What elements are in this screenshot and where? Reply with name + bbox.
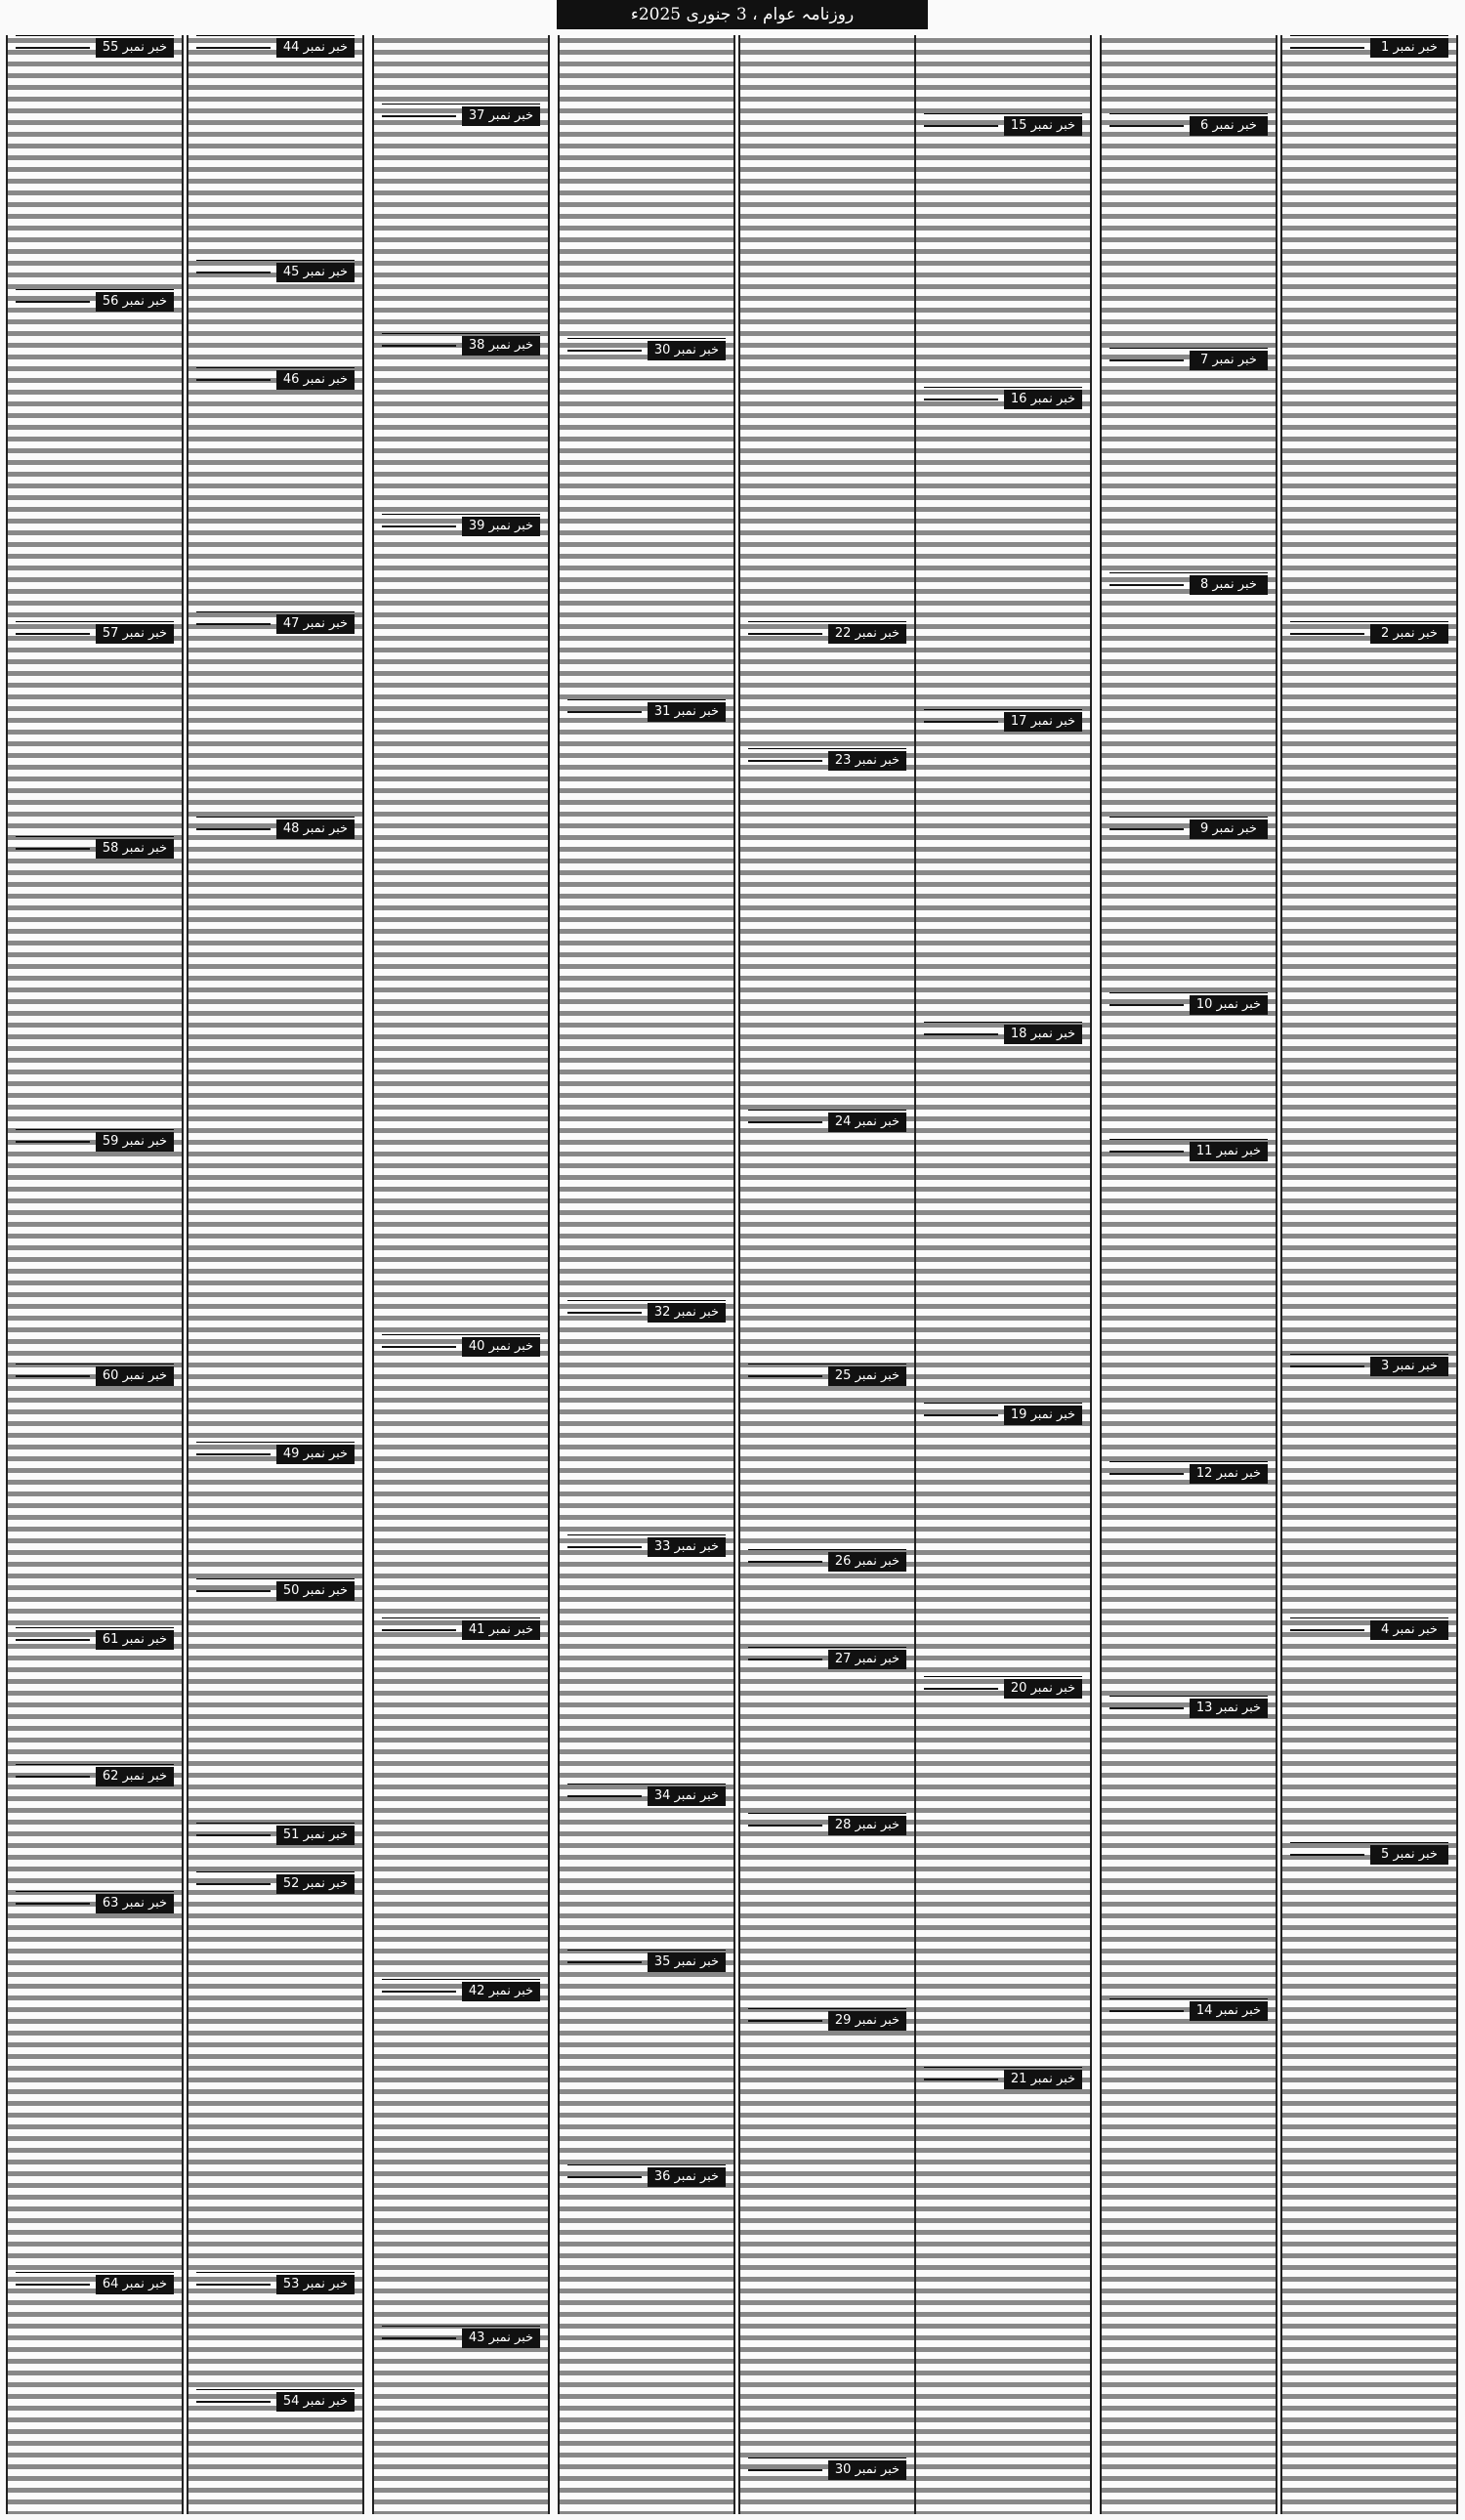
news-item-header xyxy=(748,1647,906,1670)
news-item-header xyxy=(16,836,174,860)
news-number-badge: خبر نمبر 5 xyxy=(1370,1845,1448,1865)
news-number-badge: خبر نمبر 32 xyxy=(648,1303,726,1323)
news-item xyxy=(916,1403,1090,1426)
news-item xyxy=(8,289,182,313)
news-item-header xyxy=(16,621,174,645)
header-rule xyxy=(382,2337,456,2339)
news-item xyxy=(560,1950,733,1973)
news-item-header xyxy=(16,1364,174,1387)
news-number-badge: خبر نمبر 51 xyxy=(276,1826,355,1845)
news-item xyxy=(374,2326,548,2349)
news-item-header xyxy=(382,1979,540,2002)
header-rule xyxy=(1109,584,1184,586)
news-item xyxy=(916,2067,1090,2090)
header-rule xyxy=(924,399,998,400)
masthead-dateline: روزنامہ عوام ، 3 جنوری 2025ء xyxy=(557,0,928,29)
header-rule xyxy=(924,1688,998,1690)
news-number-badge: خبر نمبر 7 xyxy=(1190,351,1268,370)
news-number-badge: خبر نمبر 24 xyxy=(828,1113,906,1132)
header-rule xyxy=(1109,1151,1184,1153)
news-number-badge: خبر نمبر 54 xyxy=(276,2392,355,2412)
news-item-header xyxy=(567,2164,726,2188)
news-item xyxy=(560,2164,733,2188)
news-item xyxy=(8,1627,182,1651)
news-number-badge: خبر نمبر 23 xyxy=(828,751,906,771)
news-number-badge: خبر نمبر 56 xyxy=(96,292,174,312)
news-number-badge: خبر نمبر 31 xyxy=(648,702,726,722)
column-text-body xyxy=(740,35,914,2514)
header-rule xyxy=(196,623,271,625)
column-text-body xyxy=(188,35,362,2514)
header-rule xyxy=(924,1414,998,1416)
header-rule xyxy=(382,1991,456,1993)
news-item-header xyxy=(1290,621,1448,645)
header-rule xyxy=(1109,1004,1184,1006)
header-rule xyxy=(382,1629,456,1631)
news-item xyxy=(740,1813,914,1836)
news-number-badge: خبر نمبر 30 xyxy=(648,341,726,360)
news-item xyxy=(740,1364,914,1387)
news-item xyxy=(188,2389,362,2413)
news-item-header xyxy=(924,2067,1082,2090)
header-rule xyxy=(196,1453,271,1455)
news-item xyxy=(740,748,914,772)
news-item xyxy=(916,1676,1090,1700)
header-rule xyxy=(196,1883,271,1885)
news-item xyxy=(1102,1461,1276,1485)
news-number-badge: خبر نمبر 49 xyxy=(276,1445,355,1464)
news-item-header xyxy=(748,748,906,772)
news-number-badge: خبر نمبر 60 xyxy=(96,1366,174,1386)
news-number-badge: خبر نمبر 6 xyxy=(1190,116,1268,136)
news-item-header xyxy=(1109,572,1268,596)
news-item-header xyxy=(748,1549,906,1573)
header-rule xyxy=(1290,1854,1364,1856)
header-rule xyxy=(1109,1473,1184,1475)
news-item-header xyxy=(924,709,1082,733)
news-item-header xyxy=(924,1403,1082,1426)
header-rule xyxy=(924,125,998,127)
header-rule xyxy=(196,828,271,830)
news-number-badge: خبر نمبر 38 xyxy=(462,336,540,356)
news-number-badge: خبر نمبر 48 xyxy=(276,819,355,839)
news-item-header xyxy=(196,35,355,59)
news-item-header xyxy=(1290,1842,1448,1866)
news-item xyxy=(560,699,733,723)
news-column xyxy=(6,35,184,2514)
header-rule xyxy=(1290,47,1364,49)
news-item-header xyxy=(748,2457,906,2481)
header-rule xyxy=(16,848,90,850)
news-item xyxy=(1102,1139,1276,1162)
news-item xyxy=(374,1617,548,1641)
news-columns xyxy=(6,35,1459,2514)
news-number-badge: خبر نمبر 39 xyxy=(462,517,540,536)
header-rule xyxy=(567,350,642,352)
header-rule xyxy=(196,1590,271,1592)
news-number-badge: خبر نمبر 15 xyxy=(1004,116,1082,136)
news-column xyxy=(738,35,916,2514)
news-item xyxy=(740,1110,914,1133)
news-item xyxy=(740,1549,914,1573)
news-item-header xyxy=(16,35,174,59)
news-item-header xyxy=(567,699,726,723)
news-column xyxy=(914,35,1092,2514)
news-number-badge: خبر نمبر 47 xyxy=(276,614,355,634)
header-rule xyxy=(382,115,456,117)
news-item-header xyxy=(1109,1696,1268,1719)
news-item xyxy=(1282,621,1456,645)
news-item xyxy=(1102,348,1276,371)
news-item xyxy=(1282,1842,1456,1866)
header-rule xyxy=(16,1141,90,1143)
news-item-header xyxy=(382,514,540,537)
news-item-header xyxy=(382,2326,540,2349)
news-item xyxy=(1282,1617,1456,1641)
news-number-badge: خبر نمبر 52 xyxy=(276,1874,355,1894)
news-number-badge: خبر نمبر 58 xyxy=(96,839,174,859)
news-item-header xyxy=(196,1578,355,1602)
news-item-header xyxy=(1109,1139,1268,1162)
news-item xyxy=(188,1578,362,1602)
news-item xyxy=(740,621,914,645)
news-item xyxy=(188,1871,362,1895)
news-item-header xyxy=(748,2008,906,2032)
news-number-badge: خبر نمبر 55 xyxy=(96,38,174,58)
news-item xyxy=(374,1334,548,1358)
news-item-header xyxy=(382,104,540,127)
news-item-header xyxy=(1109,992,1268,1016)
header-rule xyxy=(196,2401,271,2403)
news-number-badge: خبر نمبر 21 xyxy=(1004,2070,1082,2089)
news-item xyxy=(188,35,362,59)
news-item-header xyxy=(196,367,355,391)
news-item-header xyxy=(567,1784,726,1807)
news-item xyxy=(374,514,548,537)
news-item-header xyxy=(196,2389,355,2413)
news-number-badge: خبر نمبر 19 xyxy=(1004,1406,1082,1425)
news-item xyxy=(188,260,362,283)
news-item-header xyxy=(748,621,906,645)
news-item-header xyxy=(196,260,355,283)
news-item-header xyxy=(382,333,540,357)
header-rule xyxy=(924,1033,998,1035)
news-number-badge: خبر نمبر 36 xyxy=(648,2167,726,2187)
header-rule xyxy=(748,2469,822,2471)
news-item-header xyxy=(748,1110,906,1133)
news-item-header xyxy=(16,1764,174,1787)
news-item xyxy=(1102,1696,1276,1719)
news-number-badge: خبر نمبر 33 xyxy=(648,1537,726,1557)
news-item-header xyxy=(16,289,174,313)
news-item xyxy=(740,2008,914,2032)
news-number-badge: خبر نمبر 22 xyxy=(828,624,906,644)
news-number-badge: خبر نمبر 34 xyxy=(648,1786,726,1806)
header-rule xyxy=(16,1903,90,1905)
header-rule xyxy=(748,1375,822,1377)
news-item-header xyxy=(1290,35,1448,59)
column-text-body xyxy=(560,35,733,2514)
news-number-badge: خبر نمبر 42 xyxy=(462,1982,540,2001)
news-item xyxy=(916,387,1090,410)
news-item xyxy=(8,35,182,59)
news-number-badge: خبر نمبر 37 xyxy=(462,106,540,126)
news-item xyxy=(188,367,362,391)
news-number-badge: خبر نمبر 30 xyxy=(828,2460,906,2480)
header-rule xyxy=(16,1776,90,1778)
news-number-badge: خبر نمبر 11 xyxy=(1190,1142,1268,1161)
header-rule xyxy=(567,1546,642,1548)
news-item xyxy=(8,1891,182,1914)
news-item xyxy=(1102,992,1276,1016)
news-item xyxy=(916,709,1090,733)
news-number-badge: خبر نمبر 17 xyxy=(1004,712,1082,732)
news-item-header xyxy=(196,1442,355,1465)
news-item-header xyxy=(1109,113,1268,137)
news-item xyxy=(8,836,182,860)
header-rule xyxy=(1109,2010,1184,2012)
news-item xyxy=(8,2272,182,2295)
news-item xyxy=(374,333,548,357)
news-item xyxy=(1282,1354,1456,1377)
news-item xyxy=(188,1442,362,1465)
news-item xyxy=(188,817,362,840)
header-rule xyxy=(196,379,271,381)
news-item xyxy=(560,1300,733,1323)
header-rule xyxy=(196,1834,271,1836)
news-number-badge: خبر نمبر 27 xyxy=(828,1650,906,1669)
news-column xyxy=(372,35,550,2514)
header-rule xyxy=(16,1375,90,1377)
news-item-header xyxy=(924,387,1082,410)
news-item xyxy=(8,1129,182,1153)
news-column xyxy=(1280,35,1458,2514)
news-item xyxy=(560,338,733,361)
header-rule xyxy=(1109,1707,1184,1709)
news-item-header xyxy=(567,1300,726,1323)
news-number-badge: خبر نمبر 8 xyxy=(1190,575,1268,595)
news-item-header xyxy=(16,2272,174,2295)
news-number-badge: خبر نمبر 63 xyxy=(96,1894,174,1913)
header-rule xyxy=(1109,125,1184,127)
header-rule xyxy=(567,2176,642,2178)
header-rule xyxy=(924,2079,998,2080)
news-item xyxy=(560,1534,733,1558)
news-item xyxy=(8,1364,182,1387)
news-number-badge: خبر نمبر 50 xyxy=(276,1581,355,1601)
header-rule xyxy=(748,760,822,762)
header-rule xyxy=(567,1961,642,1963)
news-item-header xyxy=(924,1022,1082,1045)
news-item xyxy=(374,104,548,127)
news-item xyxy=(740,2457,914,2481)
news-item-header xyxy=(196,1823,355,1846)
news-number-badge: خبر نمبر 2 xyxy=(1370,624,1448,644)
column-text-body xyxy=(1282,35,1456,2514)
news-number-badge: خبر نمبر 61 xyxy=(96,1630,174,1650)
news-item xyxy=(916,113,1090,137)
news-number-badge: خبر نمبر 14 xyxy=(1190,2001,1268,2021)
news-number-badge: خبر نمبر 9 xyxy=(1190,819,1268,839)
news-item-header xyxy=(196,2272,355,2295)
news-number-badge: خبر نمبر 53 xyxy=(276,2275,355,2294)
news-number-badge: خبر نمبر 16 xyxy=(1004,390,1082,409)
news-item-header xyxy=(924,113,1082,137)
header-rule xyxy=(16,47,90,49)
news-number-badge: خبر نمبر 10 xyxy=(1190,995,1268,1015)
header-rule xyxy=(567,1312,642,1314)
news-item xyxy=(916,1022,1090,1045)
news-number-badge: خبر نمبر 62 xyxy=(96,1767,174,1786)
header-rule xyxy=(567,1795,642,1797)
header-rule xyxy=(924,721,998,723)
news-number-badge: خبر نمبر 44 xyxy=(276,38,355,58)
news-number-badge: خبر نمبر 57 xyxy=(96,624,174,644)
news-number-badge: خبر نمبر 1 xyxy=(1370,38,1448,58)
header-rule xyxy=(567,711,642,713)
news-item-header xyxy=(16,1627,174,1651)
header-rule xyxy=(748,1121,822,1123)
news-item-header xyxy=(382,1334,540,1358)
header-rule xyxy=(1109,828,1184,830)
news-item-header xyxy=(1109,817,1268,840)
news-item xyxy=(8,1764,182,1787)
news-number-badge: خبر نمبر 35 xyxy=(648,1953,726,1972)
header-rule xyxy=(1109,359,1184,361)
news-item xyxy=(188,1823,362,1846)
news-item-header xyxy=(1290,1354,1448,1377)
news-item-header xyxy=(196,1871,355,1895)
header-rule xyxy=(196,272,271,273)
news-item xyxy=(560,1784,733,1807)
header-rule xyxy=(748,1825,822,1827)
news-item xyxy=(1102,1998,1276,2022)
news-column xyxy=(187,35,364,2514)
header-rule xyxy=(382,525,456,527)
news-item xyxy=(1282,35,1456,59)
news-item-header xyxy=(748,1813,906,1836)
header-rule xyxy=(748,1561,822,1563)
news-number-badge: خبر نمبر 46 xyxy=(276,370,355,390)
news-item-header xyxy=(1109,1998,1268,2022)
news-number-badge: خبر نمبر 13 xyxy=(1190,1699,1268,1718)
news-number-badge: خبر نمبر 29 xyxy=(828,2011,906,2031)
news-item xyxy=(188,2272,362,2295)
header-rule xyxy=(748,1659,822,1660)
header-rule xyxy=(196,47,271,49)
header-rule xyxy=(382,1346,456,1348)
news-item-header xyxy=(567,1534,726,1558)
news-item-header xyxy=(16,1891,174,1914)
news-number-badge: خبر نمبر 18 xyxy=(1004,1025,1082,1044)
news-number-badge: خبر نمبر 3 xyxy=(1370,1357,1448,1376)
news-item-header xyxy=(1109,1461,1268,1485)
news-number-badge: خبر نمبر 45 xyxy=(276,263,355,282)
header-rule xyxy=(16,301,90,303)
news-item-header xyxy=(16,1129,174,1153)
news-number-badge: خبر نمبر 25 xyxy=(828,1366,906,1386)
news-column xyxy=(1100,35,1277,2514)
news-number-badge: خبر نمبر 12 xyxy=(1190,1464,1268,1484)
news-number-badge: خبر نمبر 40 xyxy=(462,1337,540,1357)
header-rule xyxy=(1290,1365,1364,1367)
news-item-header xyxy=(1109,348,1268,371)
news-item-header xyxy=(196,611,355,635)
header-rule xyxy=(196,2284,271,2286)
header-rule xyxy=(16,1639,90,1641)
news-number-badge: خبر نمبر 59 xyxy=(96,1132,174,1152)
news-item-header xyxy=(567,1950,726,1973)
news-item-header xyxy=(567,338,726,361)
column-text-body xyxy=(8,35,182,2514)
news-number-badge: خبر نمبر 41 xyxy=(462,1620,540,1640)
header-rule xyxy=(748,2020,822,2022)
news-number-badge: خبر نمبر 26 xyxy=(828,1552,906,1572)
news-number-badge: خبر نمبر 20 xyxy=(1004,1679,1082,1699)
news-item xyxy=(740,1647,914,1670)
news-item-header xyxy=(748,1364,906,1387)
header-rule xyxy=(16,633,90,635)
news-item xyxy=(374,1979,548,2002)
news-item-header xyxy=(382,1617,540,1641)
news-item xyxy=(8,621,182,645)
news-column xyxy=(558,35,735,2514)
news-number-badge: خبر نمبر 43 xyxy=(462,2329,540,2348)
news-item xyxy=(1102,113,1276,137)
column-text-body xyxy=(1102,35,1276,2514)
news-item-header xyxy=(196,817,355,840)
news-number-badge: خبر نمبر 64 xyxy=(96,2275,174,2294)
news-item xyxy=(1102,817,1276,840)
news-item-header xyxy=(1290,1617,1448,1641)
header-rule xyxy=(382,345,456,347)
header-rule xyxy=(1290,633,1364,635)
news-item-header xyxy=(924,1676,1082,1700)
news-item xyxy=(1102,572,1276,596)
header-rule xyxy=(16,2284,90,2286)
header-rule xyxy=(1290,1629,1364,1631)
news-item xyxy=(188,611,362,635)
news-number-badge: خبر نمبر 4 xyxy=(1370,1620,1448,1640)
header-rule xyxy=(748,633,822,635)
column-text-body xyxy=(374,35,548,2514)
news-number-badge: خبر نمبر 28 xyxy=(828,1816,906,1835)
